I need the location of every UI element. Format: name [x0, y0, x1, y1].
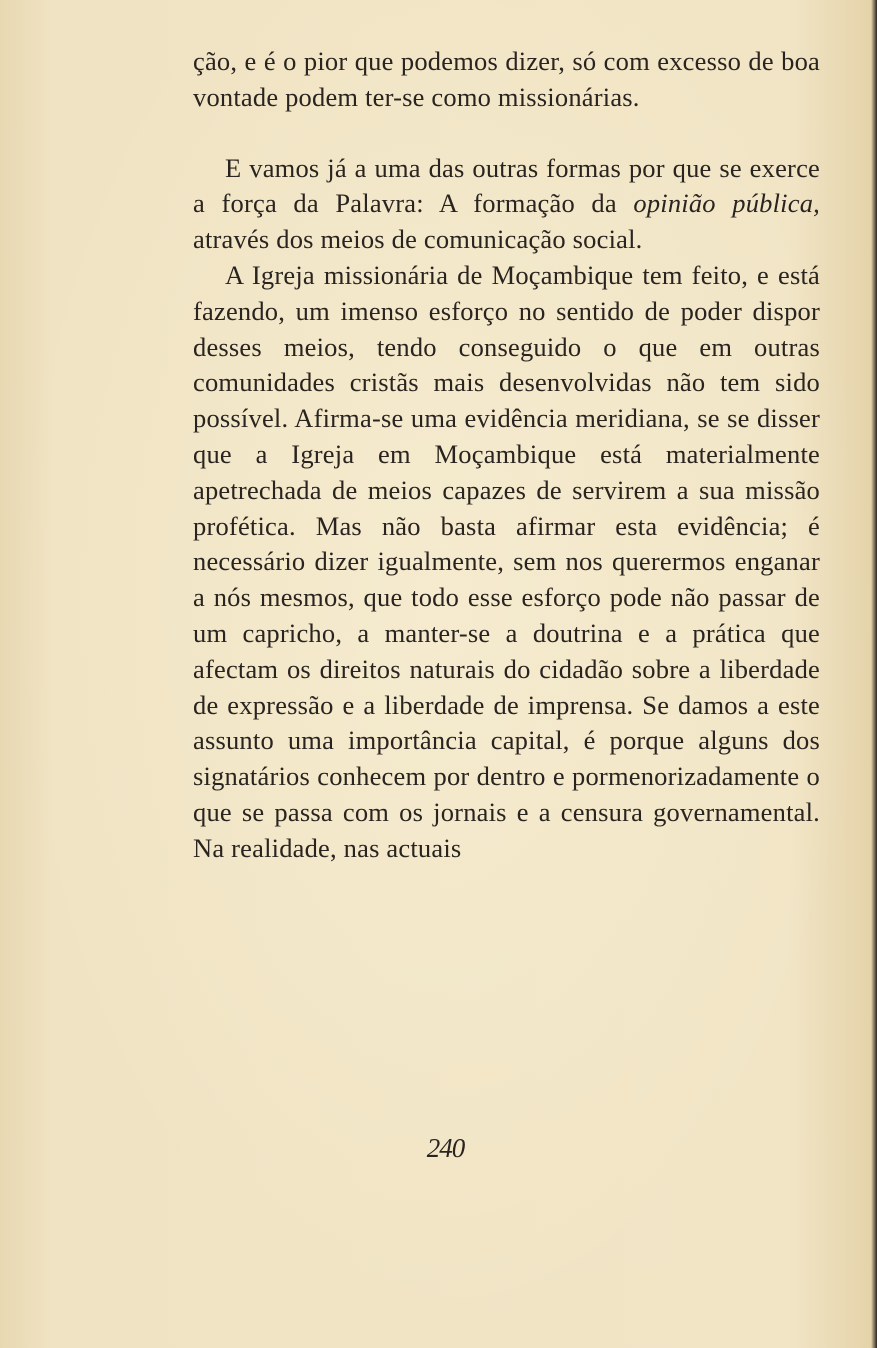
body-text	[193, 44, 820, 867]
paragraph-2-text-end: através dos meios de comunicação social.	[193, 224, 643, 255]
page-number: 240	[426, 1133, 465, 1163]
paragraph-2-text-start: E vamos já a uma das outras formas por que se exerce a força da Palavra: A formação da	[193, 152, 820, 219]
paragraph-3: A Igreja missionária de Moçambique tem feito, e está fazendo, um imenso esforço no sentido de poder dispor desses meios, tendo conseguido o que em outras comunidades cristãs mais desenvolvidas não tem sido possível. Afirma-se uma evidência meridiana, se se disser que a Igreja em Moçambique está materialmente apetrechada de meios capazes de servirem a sua missão profética. Mas não basta afirmar esta evidência; é necessário dizer igualmente, sem nos querermos enganar a nós mesmos, que todo esse esforço pode não passar de um capricho, a manter-se a doutrina e a prática que afectam os direitos naturais do cidadão sobre a liberdade de expressão e a liberdade de imprensa. Se damos a este assunto uma importância capital, é porque alguns dos signatários conhecem por dentro e pormenorizadamente o que se passa com os jornais e a censura governamental. Na realidade, nas actuais	[193, 259, 820, 863]
paragraph-1: ção, e é o pior que podemos dizer, só com excesso de boa vontade podem ter-se como missionárias.	[193, 46, 820, 112]
paragraph-2-italic-term: opinião pública,	[633, 188, 820, 219]
paragraph-2	[193, 151, 820, 258]
